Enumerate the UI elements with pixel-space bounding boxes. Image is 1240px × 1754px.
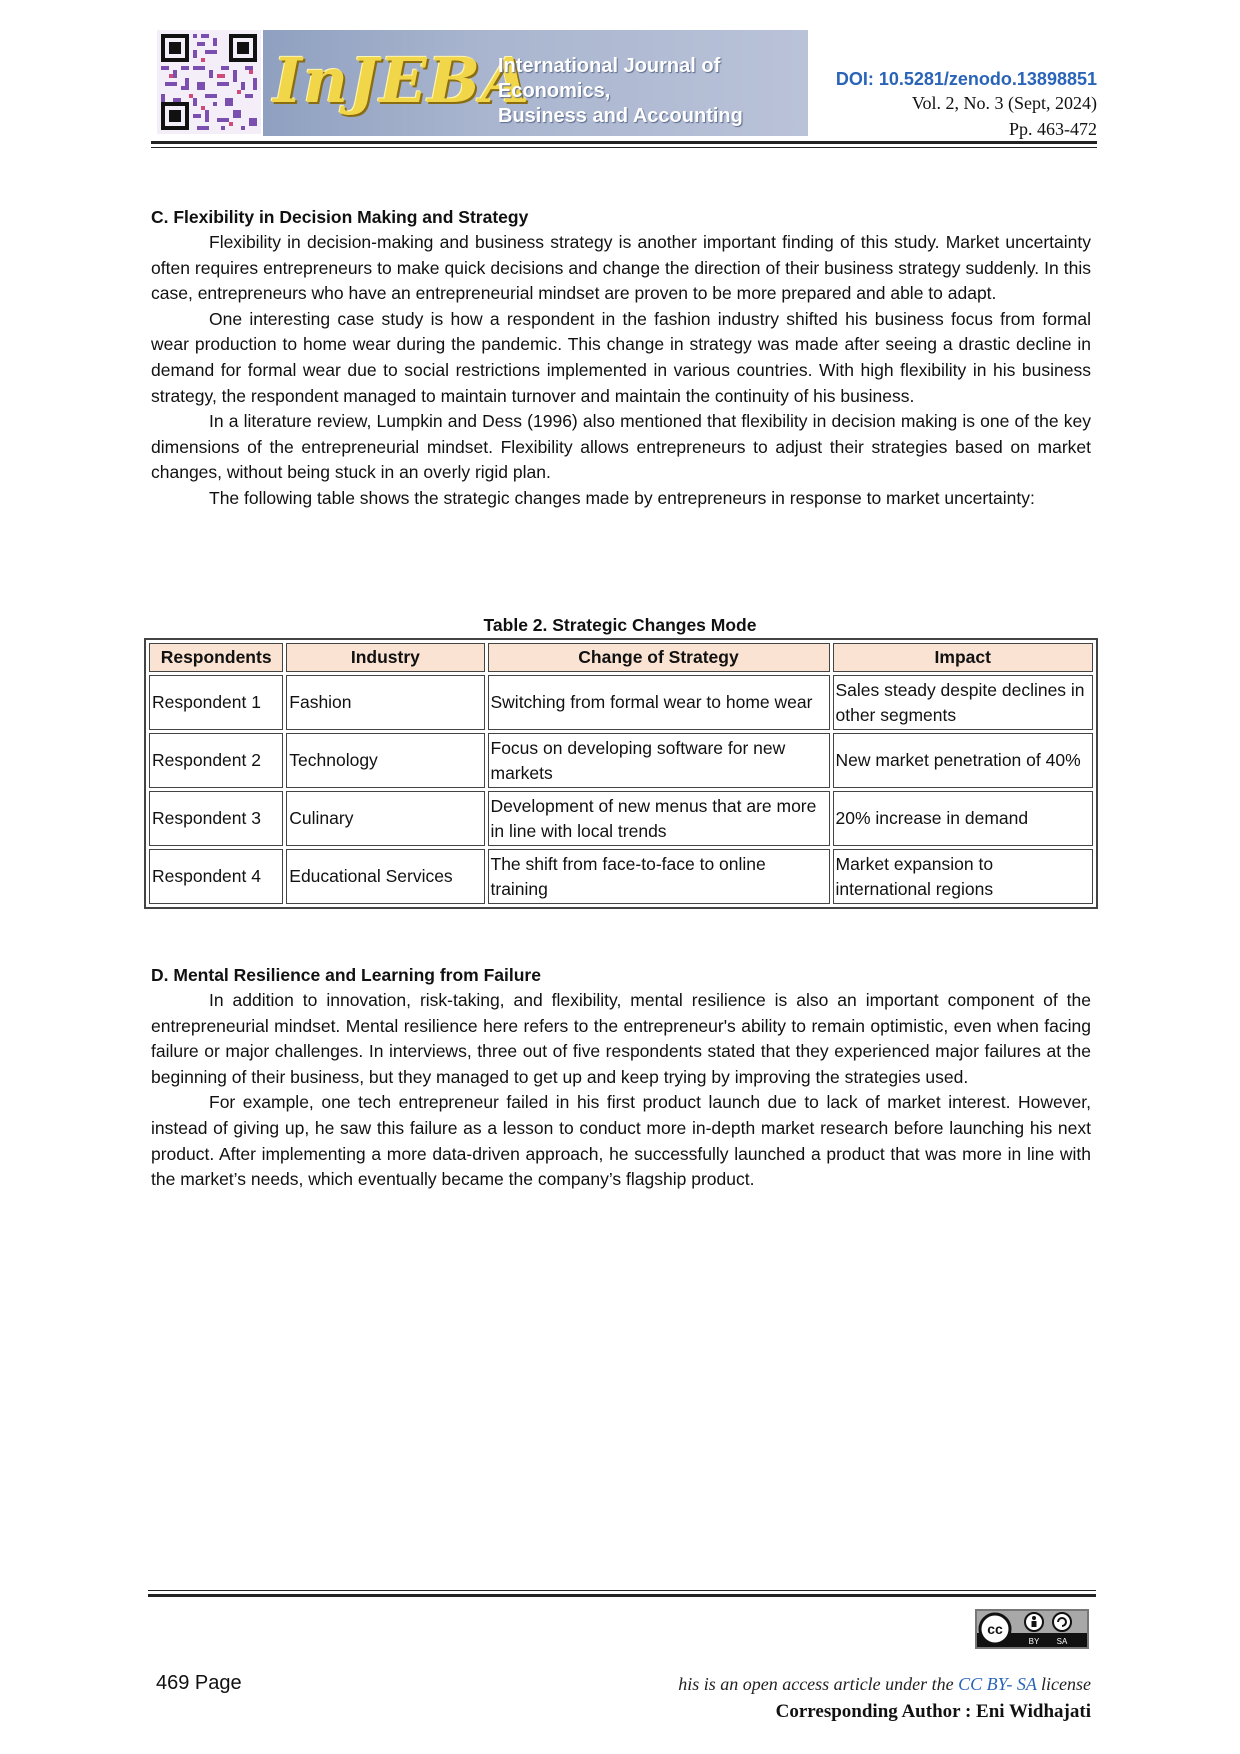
table-cell-industry: Fashion (286, 675, 484, 730)
license-link[interactable]: CC BY- SA (958, 1674, 1037, 1694)
section-c-paragraph-1: Flexibility in decision-making and business strategy is another important finding of this study. Market uncertainty often requires entrepreneurs to make quick decisions and change the direction of their business strategy suddenly. In this case, entrepreneurs who have an entrepreneurial mindset are proven to be more prepared and able to adapt. (151, 232, 1091, 304)
section-d-paragraph-1: In addition to innovation, risk-taking, and flexibility, mental resilience is also an important component of the entrepreneurial mindset. Mental resilience here refers to the entrepreneur's ability to remain optimistic, even when facing failure or major challenges. In interviews, three out of five respondents stated that they experienced major failures at the beginning of their business, but they managed to get up and keep trying by improving the strategies used. (151, 990, 1091, 1087)
section-c-paragraph-2: One interesting case study is how a respondent in the fashion industry shifted his business focus from formal wear production to home wear during the pandemic. This change in strategy was made after seeing a drastic decline in demand for formal wear due to social restrictions implemented in various countries. With high flexibility in his business strategy, the respondent managed to maintain turnover and maintain the continuity of his business. (151, 308, 1091, 406)
journal-name-line1: International Journal of Economics, (498, 55, 721, 102)
header-divider (151, 141, 1097, 144)
citation-block (836, 68, 1097, 142)
badge-sa-label: SA (1056, 1637, 1068, 1646)
footer-divider (148, 1594, 1096, 1597)
table-cell-impact: Market expansion to international regions (833, 849, 1094, 904)
section-c-title: C. Flexibility in Decision Making and Strategy (151, 207, 529, 227)
journal-name-line2: Business and Accounting (498, 105, 743, 127)
volume-info: Vol. 2, No. 3 (Sept, 2024) (911, 93, 1097, 113)
col-header-change-of-strategy: Change of Strategy (488, 643, 830, 672)
table-header-row (149, 643, 1093, 672)
table-cell-impact: Sales steady despite declines in other segments (833, 675, 1094, 730)
table-cell-strategy: Development of new menus that are more in line with local trends (488, 791, 830, 846)
table-cell-industry: Culinary (286, 791, 484, 846)
strategy-table-wrapper (144, 638, 1098, 909)
table-cell-respondent: Respondent 4 (149, 849, 283, 904)
qr-code (157, 30, 261, 134)
page-range: Pp. 463-472 (1008, 119, 1097, 139)
license-prefix: his is an open access article under the (678, 1674, 959, 1694)
table-cell-industry: Technology (286, 733, 484, 788)
journal-logo: InJEBA (273, 44, 531, 117)
journal-banner (263, 30, 808, 136)
license-suffix: license (1036, 1674, 1091, 1694)
svg-text:cc: cc (987, 1621, 1003, 1637)
table-caption: Table 2. Strategic Changes Mode (483, 615, 757, 635)
section-d (151, 962, 1091, 1193)
section-c-paragraph-4: The following table shows the strategic changes made by entrepreneurs in response to market uncertainty: (209, 487, 1035, 508)
sa-share-icon (1053, 1613, 1071, 1631)
cc-by-sa-badge[interactable] (975, 1609, 1089, 1649)
table-cell-strategy: Focus on developing software for new markets (488, 733, 830, 788)
table-cell-respondent: Respondent 3 (149, 791, 283, 846)
table-cell-respondent: Respondent 2 (149, 733, 283, 788)
header-divider-thin (151, 147, 1097, 148)
journal-name (498, 54, 798, 129)
col-header-respondents: Respondents (149, 643, 283, 672)
strategy-table (144, 638, 1098, 909)
qr-code-graphic (157, 30, 261, 134)
doi-link[interactable]: DOI: 10.5281/zenodo.13898851 (835, 69, 1097, 89)
table-row (149, 675, 1093, 730)
section-d-title: D. Mental Resilience and Learning from Failure (151, 965, 541, 985)
corresponding-author: Corresponding Author : Eni Widhajati (775, 1701, 1091, 1722)
table-cell-respondent: Respondent 1 (149, 675, 283, 730)
table-row (149, 733, 1093, 788)
table-cell-industry: Educational Services (286, 849, 484, 904)
table-cell-impact: 20% increase in demand (833, 791, 1094, 846)
table-cell-impact: New market penetration of 40% (833, 733, 1094, 788)
col-header-industry: Industry (286, 643, 484, 672)
col-header-impact: Impact (833, 643, 1094, 672)
page-number: 469 Page (156, 1672, 242, 1694)
badge-by-label: BY (1028, 1637, 1040, 1646)
section-d-paragraph-2: For example, one tech entrepreneur failed in his first product launch due to lack of market interest. However, instead of giving up, he saw this failure as a lesson to conduct more in-depth market research before launching his next product. After implementing a more data-driven approach, he successfully launched a product that was more in line with the market’s needs, which eventually became the company’s flagship product. (151, 1092, 1091, 1190)
section-c-paragraph-3: In a literature review, Lumpkin and Dess (1996) also mentioned that flexibility in decision making is one of the key dimensions of the entrepreneurial mindset. Flexibility allows entrepreneurs to adjust their strategies based on market changes, without being stuck in an overly rigid plan. (151, 411, 1091, 483)
section-c (151, 204, 1091, 512)
table-row (149, 791, 1093, 846)
table-cell-strategy: The shift from face-to-face to online training (488, 849, 830, 904)
table-row (149, 849, 1093, 904)
footer-divider-thin (148, 1590, 1096, 1591)
license-notice (678, 1670, 1091, 1698)
table-cell-strategy: Switching from formal wear to home wear (488, 675, 830, 730)
